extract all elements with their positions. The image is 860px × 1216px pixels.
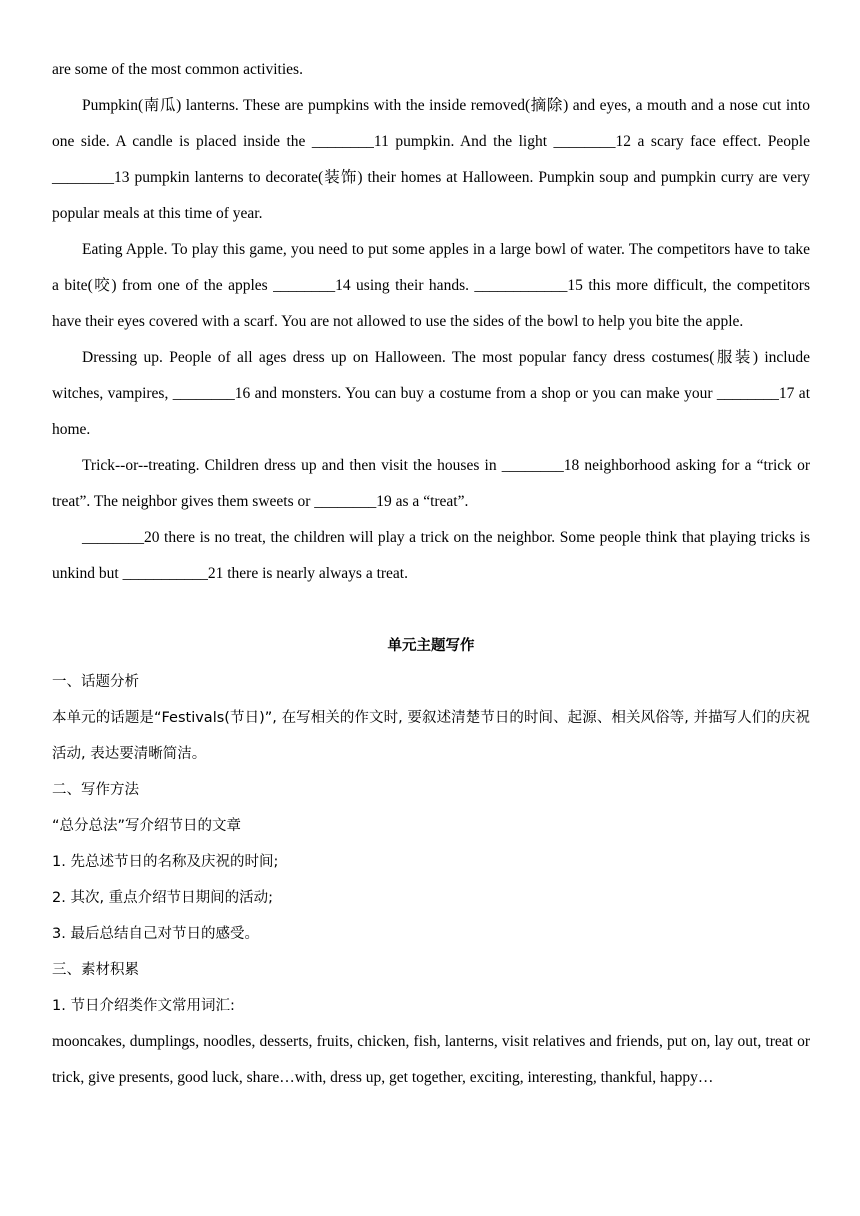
passage-paragraph-dressing-up: Dressing up. People of all ages dress up on Halloween. The most popular fancy dress costumes(服装) include witches, vampires, ________16 and monsters. You can buy a costume from a shop or you can make your ________17 at home.	[52, 349, 810, 438]
passage-paragraph-continuation: are some of the most common activities.	[52, 61, 303, 78]
topic-analysis-heading: 一、话题分析	[52, 674, 139, 690]
writing-method-step: 2. 其次, 重点介绍节日期间的活动;	[52, 890, 274, 906]
writing-method-step: 1. 先总述节日的名称及庆祝的时间;	[52, 854, 279, 870]
section-gap	[52, 592, 810, 628]
writing-section-title: 单元主题写作	[387, 638, 475, 654]
materials-heading: 三、素材积累	[52, 962, 139, 978]
vocabulary-subtitle: 1. 节日介绍类作文常用词汇:	[52, 998, 235, 1014]
topic-analysis-text: 本单元的话题是“Festivals(节日)”, 在写相关的作文时, 要叙述清楚节日的时间、起源、相关风俗等, 并描写人们的庆祝活动, 表达要清晰简洁。	[52, 710, 810, 762]
writing-method-subtitle: “总分总法”写介绍节日的文章	[52, 818, 242, 834]
passage-paragraph-eating-apple: Eating Apple. To play this game, you need to put some apples in a large bowl of water. The competitors have to take a bite(咬) from one of the apples ________14 using their hands. ____________15 this more difficult, the competitors have their eyes covered with a scarf. You are not allowed to use the sides of the bowl to help you bite the apple.	[52, 241, 810, 330]
passage-paragraph-pumpkin-lanterns: Pumpkin(南瓜) lanterns. These are pumpkins with the inside removed(摘除) and eyes, a mouth and a nose cut into one side. A candle is placed inside the ________11 pumpkin. And the light ________12 a scary face effect. People ________13 pumpkin lanterns to decorate(装饰) their homes at Halloween. Pumpkin soup and pumpkin curry are very popular meals at this time of year.	[52, 97, 810, 222]
passage-paragraph-no-treat: ________20 there is no treat, the children will play a trick on the neighbor. Some people think that playing tricks is unkind but ___________21 there is nearly always a treat.	[52, 529, 810, 582]
passage-paragraph-trick-or-treating: Trick--or--treating. Children dress up and then visit the houses in ________18 neighborhood asking for a “trick or treat”. The neighbor gives them sweets or ________19 as a “treat”.	[52, 457, 810, 510]
vocabulary-list: mooncakes, dumplings, noodles, desserts, fruits, chicken, fish, lanterns, visit relatives and friends, put on, lay out, treat or trick, give presents, good luck, share…with, dress up, get together, exciting, interesting, thankful, happy…	[52, 1033, 810, 1086]
writing-method-step: 3. 最后总结自己对节日的感受。	[52, 926, 259, 942]
document-page	[52, 52, 810, 1096]
writing-method-heading: 二、写作方法	[52, 782, 139, 798]
